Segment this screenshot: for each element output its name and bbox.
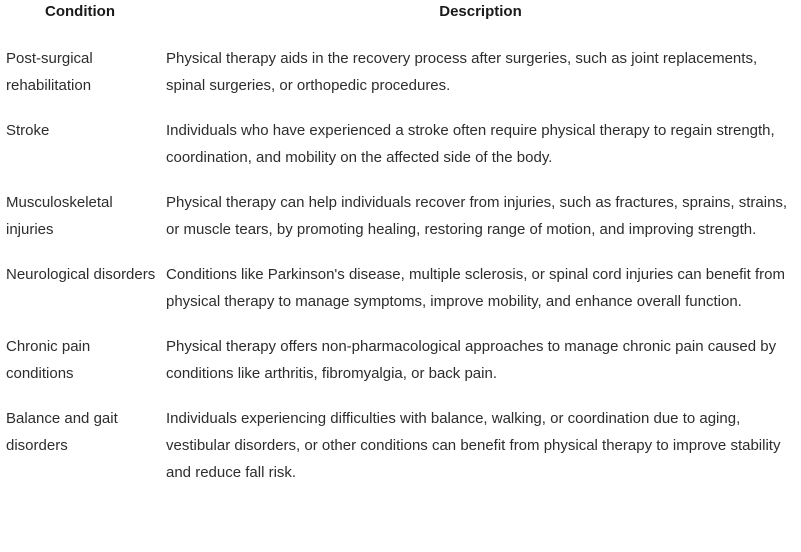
header-description: Description bbox=[439, 3, 522, 20]
condition-cell: Chronic pain conditions bbox=[6, 338, 91, 382]
condition-cell: Neurological disorders bbox=[6, 266, 156, 283]
description-cell: Conditions like Parkinson's disease, multiple sclerosis, or spinal cord injuries can benefit from physical therapy to manage symptoms, improve mobility, and enhance overall function. bbox=[166, 266, 785, 310]
table-row bbox=[0, 315, 801, 387]
description-cell: Individuals who have experienced a stroke often require physical therapy to regain strength, coordination, and mobility on the affected side of the body. bbox=[166, 122, 775, 166]
table-header-row bbox=[0, 0, 801, 27]
description-cell: Physical therapy can help individuals recover from injuries, such as fractures, sprains, strains, or muscle tears, by promoting healing, restoring range of motion, and improving strength. bbox=[166, 194, 788, 238]
table-row bbox=[0, 171, 801, 243]
table-row bbox=[0, 27, 801, 99]
header-condition: Condition bbox=[45, 3, 115, 20]
condition-cell: Musculoskeletal injuries bbox=[6, 194, 113, 238]
description-cell: Physical therapy offers non-pharmacological approaches to manage chronic pain caused by conditions like arthritis, fibromyalgia, or back pain. bbox=[166, 338, 777, 382]
condition-cell: Stroke bbox=[6, 122, 50, 139]
table-row bbox=[0, 243, 801, 315]
table-row bbox=[0, 99, 801, 171]
condition-cell: Post-surgical rehabilitation bbox=[6, 50, 93, 94]
description-cell: Physical therapy aids in the recovery process after surgeries, such as joint replacements, spinal surgeries, or orthopedic procedures. bbox=[166, 50, 758, 94]
table-row bbox=[0, 387, 801, 486]
condition-cell: Balance and gait disorders bbox=[6, 410, 118, 454]
description-cell: Individuals experiencing difficulties with balance, walking, or coordination due to aging, vestibular disorders, or other conditions can benefit from physical therapy to improve stability and reduce fall risk. bbox=[166, 410, 781, 481]
